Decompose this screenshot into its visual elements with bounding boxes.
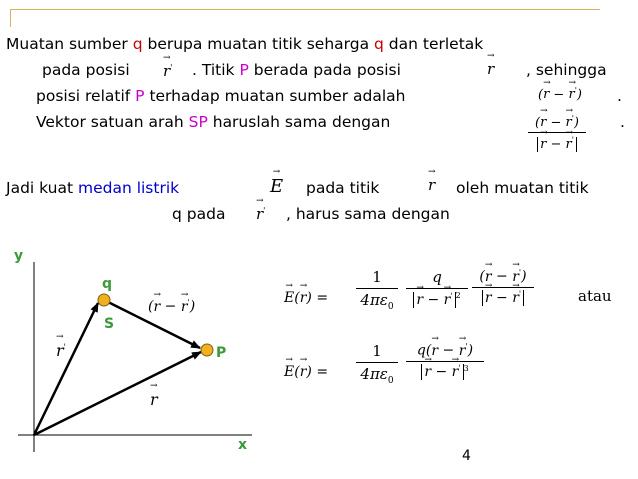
text: pada posisi (42, 61, 130, 79)
math-r: → r (153, 299, 160, 315)
math-r: → r (485, 290, 492, 306)
text: , sehingga (526, 61, 607, 79)
math-r: → r (300, 364, 307, 380)
text: q pada (172, 205, 226, 223)
math-r: → r (444, 292, 451, 308)
text: . Titik (192, 61, 240, 79)
math-r: → r (485, 269, 492, 285)
text: dan terletak (383, 35, 484, 53)
eq2-q: q (416, 342, 426, 359)
math-r-prime: → r' (256, 205, 265, 223)
eq1-lhs: → E(→ r) = (284, 290, 328, 306)
math-r: → r (565, 137, 571, 152)
eq2-sub0: 0 (387, 376, 394, 386)
eq1-frac-q: q → r − → r' $^2$ (406, 268, 468, 308)
math-r: → r (543, 87, 549, 102)
math-r: → r (512, 290, 519, 306)
diagram-r (150, 390, 158, 409)
math-r: → r (163, 62, 170, 80)
math-r: → r (452, 364, 459, 380)
page-number: 4 (462, 448, 471, 464)
math-r: → r (459, 343, 466, 359)
math-r-prime: → r' (163, 62, 172, 80)
math-E: → E (284, 364, 294, 380)
text-q: q (374, 35, 384, 53)
text: Muatan sumber (6, 35, 133, 53)
text: haruslah sama dengan (207, 113, 391, 131)
math-r: → r (181, 299, 188, 315)
text: pada titik (306, 179, 380, 197)
math-r: → r (512, 269, 519, 285)
eq2-pow3: 3 (463, 363, 469, 373)
math-r: → r (428, 176, 435, 194)
text: oleh muatan titik (456, 179, 589, 197)
diagram-r-minus-rprime: (→ r − → r') (148, 298, 195, 315)
math-r: → r (565, 115, 571, 130)
eq1-pow2: 2 (455, 291, 461, 300)
text-q: q (132, 35, 143, 53)
text-blue: medan listrik (77, 179, 180, 197)
math-r: → r (256, 205, 263, 223)
math-r: → r (416, 292, 423, 308)
text: posisi relatif (36, 87, 136, 105)
label-S: S (104, 316, 115, 332)
axis-label-y: y (14, 248, 24, 264)
text-p: P (135, 87, 145, 105)
eq1-sub0: 0 (387, 302, 394, 312)
point-P (201, 344, 213, 356)
eq1-frac-unit: (→ r − → r') → r − → r' (472, 268, 534, 306)
eq2-lhs: → E(→ r) = (284, 364, 328, 380)
text-p: P (239, 61, 249, 79)
unit-vector-fraction: (→ r − → r') → r − → r' (528, 114, 586, 152)
math-r: → r (540, 115, 546, 130)
eq1-one: 1 (356, 268, 398, 289)
label-P: P (216, 345, 227, 361)
math-r: → r (431, 343, 438, 359)
arrow-r (34, 352, 201, 435)
eq2-frac-coeff (356, 342, 398, 386)
text: . (617, 87, 622, 105)
math-r: → r (150, 390, 158, 409)
text: berupa muatan titik seharga (142, 35, 375, 53)
text: terhadap muatan sumber adalah (144, 87, 406, 105)
eq2-one: 1 (356, 342, 398, 363)
text-atau: atau (578, 287, 612, 305)
math-E: → E (270, 176, 283, 197)
text: . (620, 113, 625, 131)
math-r: → r (568, 87, 574, 102)
eq1-q: q (406, 268, 468, 289)
math-r: → r (300, 290, 307, 306)
math-r: → r (540, 137, 546, 152)
math-r: → r (487, 60, 494, 78)
eq1-frac-coeff (356, 268, 398, 312)
text: berada pada posisi (248, 61, 401, 79)
math-r: → r (424, 364, 431, 380)
eq2-frac-main: q(→ r − → r') → r − → r' $^3$ (406, 342, 484, 380)
label-q: q (102, 276, 113, 292)
point-S (98, 294, 110, 306)
eq1-four-pi-eps: 4πε (360, 291, 388, 309)
math-E: → E (284, 290, 294, 306)
text: Vektor satuan arah (36, 113, 189, 131)
text-sp: SP (188, 113, 208, 131)
math-r-minus-rprime: (→ r − → r') (538, 86, 582, 102)
eq2-four-pi-eps: 4πε (360, 365, 388, 383)
text: , harus sama dengan (286, 205, 450, 223)
text: Jadi kuat (6, 179, 78, 197)
axis-label-x: x (238, 437, 248, 453)
arrow-r-prime (34, 303, 98, 435)
diagram-r-prime: → r' (56, 341, 66, 360)
math-r: → r (56, 341, 64, 360)
